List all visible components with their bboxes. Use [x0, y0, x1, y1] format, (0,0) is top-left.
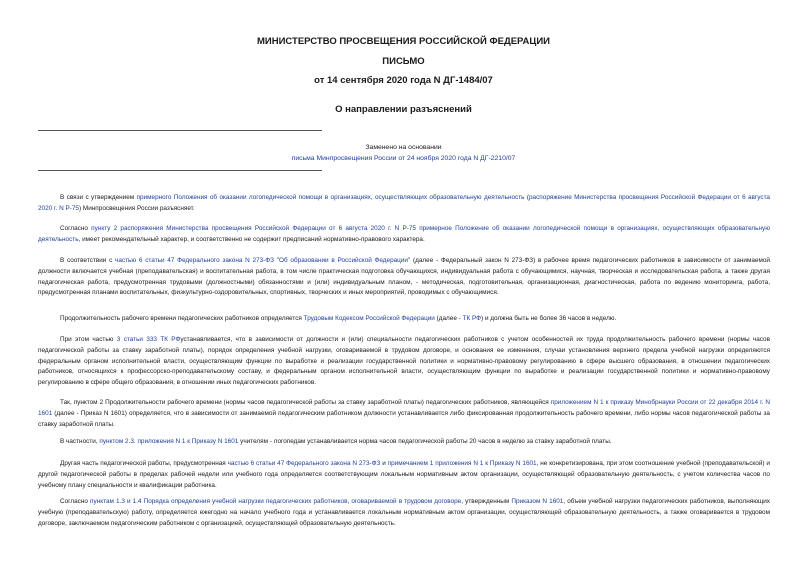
- divider-bottom: [38, 170, 322, 171]
- link-law-273-art47-2[interactable]: частью 6 статьи 47 Федерального закона N 273-ФЗ: [227, 460, 381, 467]
- link-logoped-regulation[interactable]: примерного Положения об оказании логопедической помощи в организациях, осуществляющих образовательную деятельность: [136, 194, 525, 201]
- replacement-label: Заменено на основании: [365, 144, 442, 151]
- link-logoped-regulation-2[interactable]: примерное Положение об оказании логопедической помощи в организациях, осуществляющих образовательную деятельность: [38, 225, 770, 243]
- ministry-heading: МИНИСТЕРСТВО ПРОСВЕЩЕНИЯ РОССИЙСКОЙ ФЕДЕРАЦИИ: [256, 36, 551, 47]
- paragraph-7: В частности, пунктом 2.3. приложения N 1 к Приказу N 1601 учителям - логопедам устанавливается норма часов педагогической работы 20 часов в неделю за ставку заработной платы.: [60, 438, 612, 445]
- paragraph-3: В соответствии с частью 6 статьи 47 Федерального закона N 273-ФЗ "Об образовании в Российской Федерации" (далее - Федеральный закон N 273-ФЗ) в рабочее время педагогических работников в зависимости от занимаемой должности включается учебная (преподавательская) и воспитательная работа, в том числе практическая подготовка обучающихся, индивидуальная работа с обучающимися, научная, творческая и исследовательская работа, а также другая педагогическая работа, предусмотренная трудовыми (должностными) обязанностями и (или) индивидуальным планом, - методическая, подготовительная, организационная, диагностическая, работа по ведению мониторинга, работа, предусмотренная планами воспитательных, физкультурно-оздоровительных, спортивных, творческих и иных мероприятий, проводимых с обучающимися.: [38, 257, 770, 297]
- link-order-1601-point23[interactable]: пунктом 2.3. приложения N 1 к Приказу N 1601: [99, 438, 239, 445]
- document-subject: О направлении разъяснений: [335, 104, 472, 115]
- link-order-1601-note1[interactable]: примечанием 1 приложения N 1 к Приказу N 1601: [387, 460, 537, 467]
- link-order-r75[interactable]: распоряжение Министерства просвещения Российской Федерации от 6 августа 2020 г. N Р-75: [38, 194, 770, 212]
- link-order-1601[interactable]: Приказом N 1601: [511, 498, 564, 505]
- link-order-r75-point2[interactable]: пункту 2 распоряжения Министерства просвещения Российской Федерации от 6 августа 2020 г. N Р-75: [91, 225, 416, 232]
- link-workload-procedure[interactable]: пунктам 1.3 и 1.4 Порядка определения учебной нагрузки педагогических работников, оговариваемой в трудовом договоре: [90, 498, 462, 505]
- document-date-number: от 14 сентября 2020 года N ДГ-1484/07: [314, 75, 493, 86]
- paragraph-2: Согласно пункту 2 распоряжения Министерства просвещения Российской Федерации от 6 августа 2020 г. N Р-75 примерное Положение об оказании логопедической помощи в организациях, осуществляющих образовательную деятельность, имеет рекомендательный характер, и соответственно не содержит предписаний нормативно-правового характера.: [38, 225, 770, 243]
- link-tk-art333[interactable]: 3 статьи 333 ТК РФ: [116, 336, 181, 343]
- paragraph-8: Другая часть педагогической работы, предусмотренная частью 6 статьи 47 Федерального закона N 273-ФЗ и примечанием 1 приложения N 1 к Приказу N 1601, не конкретизирована, при этом соотношение учебной (преподавательской) и другой педагогической работы в пределах рабочей недели или учебного года определяется соответствующим локальным нормативным актом организации, осуществляющей образовательную деятельность, с учетом количества часов по учебному плану специальности и квалификации работника.: [38, 460, 770, 489]
- paragraph-1: В связи с утверждением примерного Положения об оказании логопедической помощи в организациях, осуществляющих образовательную деятельность (распоряжение Министерства просвещения Российской Федерации от 6 августа 2020 г. N Р-75) Минпросвещения России разъясняет.: [38, 194, 770, 212]
- link-order-1601-app1[interactable]: приложением N 1 к приказу Минобрнауки России от 22 декабря 2014 г. N 1601: [38, 399, 770, 417]
- paragraph-4: Продолжительность рабочего времени педагогических работников определяется Трудовым Кодексом Российской Федерации (далее - ТК РФ) и должна быть не более 36 часов в неделю.: [60, 315, 617, 322]
- link-labor-code[interactable]: Трудовым Кодексом Российской Федерации: [303, 315, 435, 322]
- link-law-273-art47[interactable]: частью 6 статьи 47 Федерального закона N 273-ФЗ "Об образовании в Российской Федерации": [115, 257, 411, 264]
- link-tk-rf[interactable]: ТК РФ: [462, 315, 482, 322]
- replacement-link[interactable]: письма Минпросвещения России от 24 ноября 2020 года N ДГ-2210/07: [291, 155, 516, 162]
- replacement-note: [0, 153, 807, 164]
- document-type: ПИСЬМО: [382, 56, 425, 67]
- divider-top: [38, 130, 322, 131]
- paragraph-5: При этом частью 3 статьи 333 ТК РФустанавливается, что в зависимости от должности и (или) специальности педагогических работников с учетом особенностей их труда продолжительность рабочего времени (нормы часов педагогической работы за ставку заработной платы), порядок определения учебной нагрузки, оговариваемой в трудовом договоре, и основания ее изменения, случаи установления верхнего предела учебной нагрузки определяются федеральным органом исполнительной власти, осуществляющим функции по выработке и реализации государственной политики и нормативно-правовому регулированию в сфере высшего образования, в отношении педагогических работников, относящихся к профессорско-преподавательскому составу, и федеральным органом исполнительной власти, осуществляющим функции по выработке и реализации государственной политики и нормативно-правовому регулированию в сфере общего образования, в отношении иных педагогических работников.: [38, 336, 770, 387]
- paragraph-6: Так, пунктом 2 Продолжительности рабочего времени (нормы часов педагогической работы за ставку заработной платы) педагогических работников, являющейся приложением N 1 к приказу Минобрнауки России от 22 декабря 2014 г. N 1601 (далее - Приказ N 1601) определяется, что в зависимости от занимаемой педагогическим работником должности устанавливается либо фиксированная продолжительность рабочего времени, либо нормы часов педагогической работы за ставку заработной платы.: [38, 399, 770, 428]
- paragraph-9: Согласно пунктам 1.3 и 1.4 Порядка определения учебной нагрузки педагогических работников, оговариваемой в трудовом договоре, утвержденным Приказом N 1601, объем учебной нагрузки педагогических работников, выполняющих учебную (преподавательскую) работу, определяется ежегодно на начало учебного года и устанавливается локальным нормативным актом организации, осуществляющей образовательную деятельность, а также оговаривается в трудовом договоре, заключаемом педагогическим работником с организацией, осуществляющей образовательную деятельность.: [38, 498, 771, 527]
